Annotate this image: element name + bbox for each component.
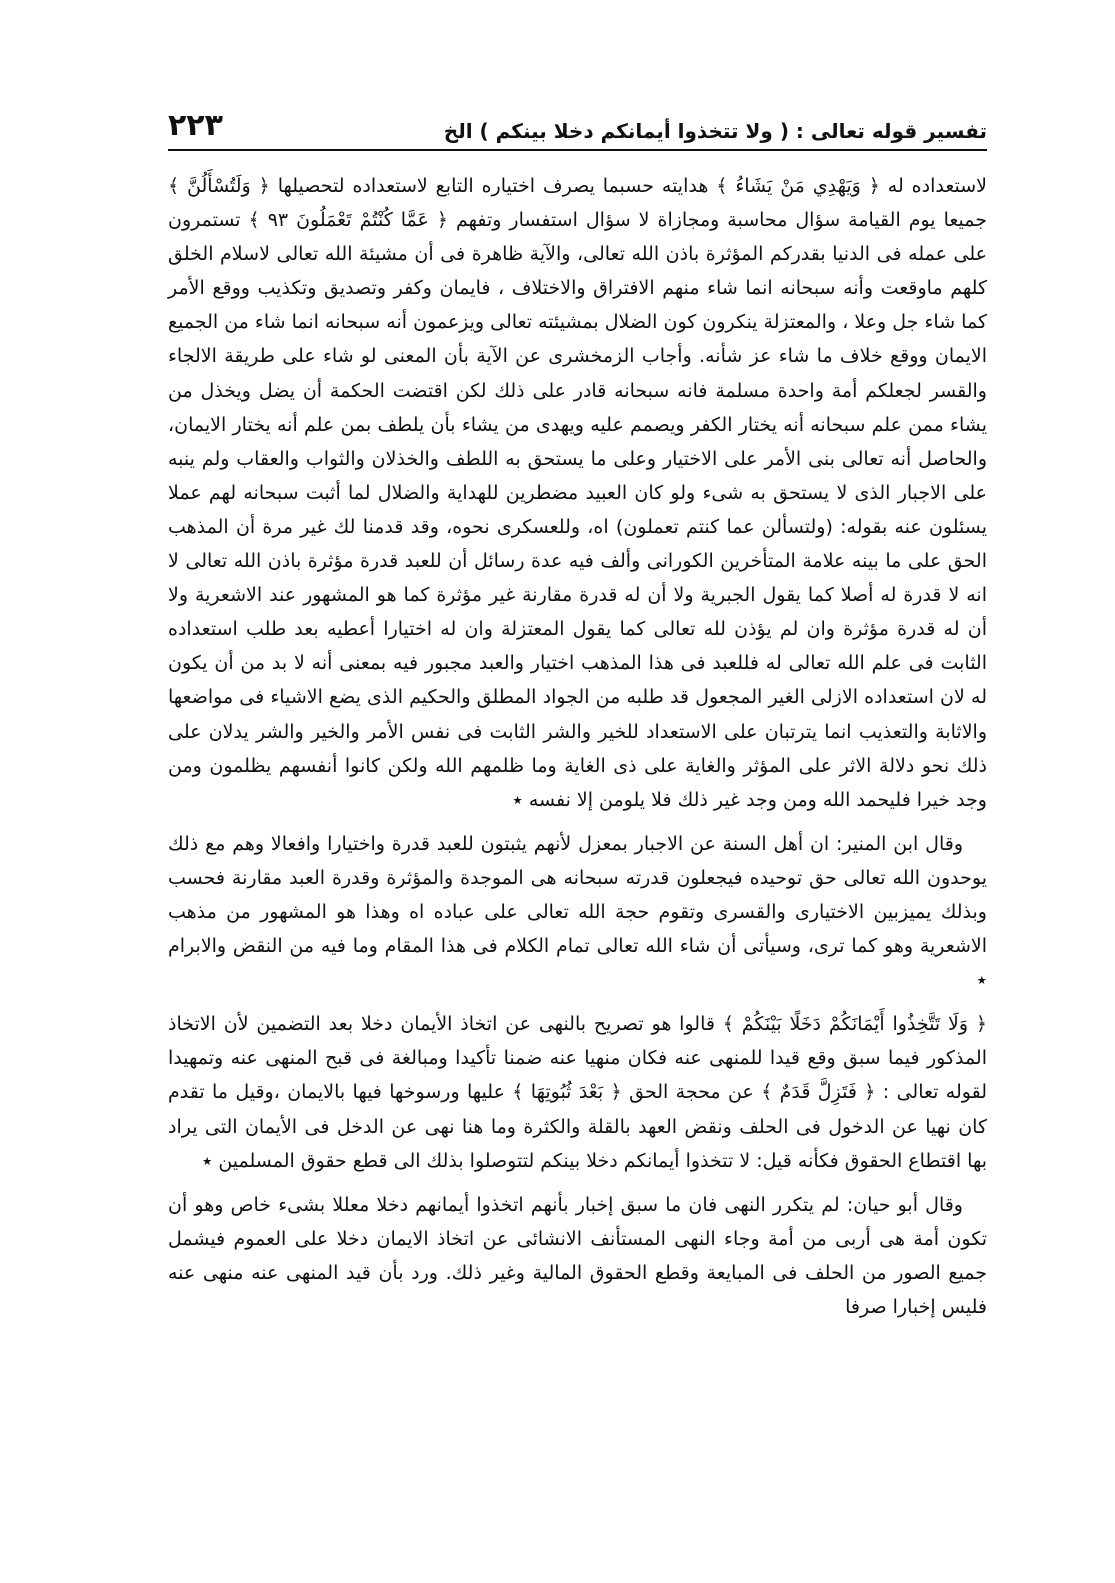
paragraph-3: ﴿ وَلَا تَتَّخِذُوا أَيْمَانَكُمْ دَخَلًا بَيْنَكُمْ ﴾ قالوا هو تصريح بالنهى عن اتخاذ الأيمان دخلا بعد التضمين لأن الاتخاذ المذكور فيما سبق وقع قيدا للمنهى عنه فكان منهيا عنه ضمنا تأكيدا ومبالغة فى قبح المنهى عنه وتمهيدا لقوله تعالى : ﴿ فَتَزِلَّ قَدَمٌ ﴾ عن محجة الحق ﴿ بَعْدَ ثُبُوتِهَا ﴾ عليها ورسوخها فيها بالايمان ،وقيل ما تقدم كان نهيا عن الدخول فى الحلف ونقض العهد بالقلة والكثرة وما هنا نهى عن الدخل فى الأيمان التى يراد بها اقتطاع الحقوق فكأنه قيل: لا تتخذوا أيمانكم دخلا بينكم لتتوصلوا بذلك الى قطع حقوق المسلمين ٭ xyxy=(168,1013,987,1172)
body-text xyxy=(168,169,987,1324)
paragraph-4: وقال أبو حيان: لم يتكرر النهى فان ما سبق إخبار بأنهم اتخذوا أيمانهم دخلا معللا بشىء خاص وهو أن تكون أمة هى أربى من أمة وجاء النهى المستأنف الانشائى عن اتخاذ الايمان دخلا على العموم فيشمل جميع الصور من الحلف فى المبايعة وقطع الحقوق المالية وغير ذلك. ورد بأن قيد المنهى عنه منهى عنه فليس إخبارا صرفا xyxy=(168,1193,987,1318)
paragraph-2: وقال ابن المنير: ان أهل السنة عن الاجبار بمعزل لأنهم يثبتون للعبد قدرة واختيارا وافعالا وهم مع ذلك يوحدون الله تعالى حق توحيده فيجعلون قدرته سبحانه هى الموجدة والمؤثرة وقدرة العبد مقارنة فحسب وبذلك يميزبين الاختيارى والقسرى وتقوم حجة الله تعالى على عباده اه وهذا هو المشهور من مذهب الاشعرية وهو كما ترى، وسيأتى أن شاء الله تعالى تمام الكلام فى هذا المقام وما فيه من النقض والابرام ٭ xyxy=(168,832,987,992)
page-number: ٢٢٣ xyxy=(168,108,223,143)
paragraph-1: لاستعداده له ﴿ وَيَهْدِي مَنْ يَشَاءُ ﴾ هدايته حسبما يصرف اختياره التابع لاستعداده لتحصيلها ﴿ وَلَتُسْأَلُنَّ ﴾ جميعا يوم القيامة سؤال محاسبة ومجازاة لا سؤال استفسار وتفهم ﴿ عَمَّا كُنْتُمْ تَعْمَلُونَ ٩٣ ﴾ تستمرون على عمله فى الدنيا بقدركم المؤثرة باذن الله تعالى، والآية ظاهرة فى أن مشيئة الله تعالى لاسلام الخلق كلهم ماوقعت وأنه سبحانه انما شاء منهم الافتراق والاختلاف ، فايمان وكفر وتصديق وتكذيب ووقع الأمر كما شاء جل وعلا ، والمعتزلة ينكرون كون الضلال بمشيئته تعالى ويزعمون أنه سبحانه انما شاء من الجميع الايمان ووقع خلاف ما شاء عز شأنه. وأجاب الزمخشرى عن الآية بأن المعنى لو شاء على طريقة الالجاء والقسر لجعلكم أمة واحدة مسلمة فانه سبحانه قادر على ذلك لكن اقتضت الحكمة أن يضل ويخذل من يشاء ممن علم سبحانه أنه يختار الكفر ويصمم عليه ويهدى من يشاء بأن يلطف بمن علم أنه يختار الايمان، والحاصل أنه تعالى بنى الأمر على الاختيار وعلى ما يستحق به اللطف والخذلان والثواب والعقاب ولم ينبه على الاجبار الذى لا يستحق به شىء ولو كان العبيد مضطرين للهداية والضلال لما أثبت سبحانه لهم عملا يسئلون عنه بقوله: (ولتسألن عما كنتم تعملون) اه، وللعسكرى نحوه، وقد قدمنا لك غير مرة أن المذهب الحق على ما بينه علامة المتأخرين الكورانى وألف فيه عدة رسائل أن للعبد قدرة مؤثرة باذن الله تعالى لا انه لا قدرة له أصلا كما يقول الجبرية ولا أن له قدرة مقارنة غير مؤثرة كما هو المشهور عند الاشعرية ولا أن له قدرة مؤثرة وان لم يؤذن لله تعالى كما يقول المعتزلة وان له اختيارا أعطيه بعد طلب استعداده الثابت فى علم الله تعالى له فللعبد فى هذا المذهب اختيار والعبد مجبور فيه بمعنى أنه لا بد من أن يكون له لان استعداده الازلى الغير المجعول قد طلبه من الجواد المطلق والحكيم الذى يضع الاشياء فى مواضعها والاثابة والتعذيب انما يترتبان على الاستعداد للخير والشر الثابت فى نفس الأمر والخير والشر يدلان على ذلك نحو دلالة الاثر على المؤثر والغاية على ذى الغاية وما ظلمهم الله ولكن كانوا أنفسهم يظلمون ومن وجد خيرا فليحمد الله ومن وجد غير ذلك فلا يلومن إلا نفسه ٭ xyxy=(168,175,987,811)
page-header xyxy=(168,108,987,151)
running-title: تفسير قوله تعالى : ( ولا تتخذوا أيمانكم دخلا بينكم ) الخ xyxy=(443,119,987,143)
